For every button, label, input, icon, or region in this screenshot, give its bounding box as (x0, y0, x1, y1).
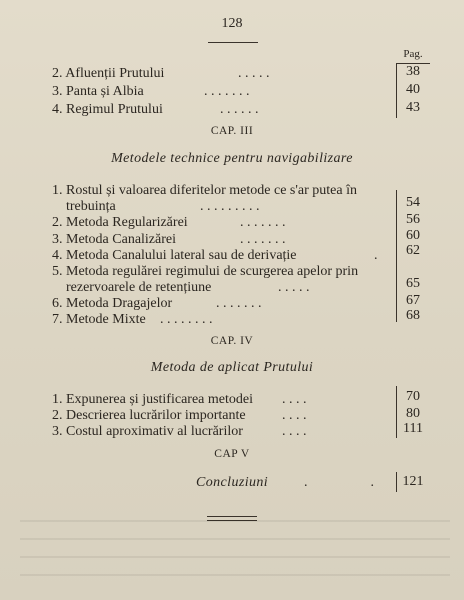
toc-entry-dots: . . . . (282, 392, 307, 407)
toc-entry-text: trebuința (66, 199, 116, 214)
toc-entry-dots: . . . . . . . (240, 215, 286, 230)
chapter-5-title: Concluziuni (196, 475, 269, 490)
toc-entry-text: rezervoarele de retențiune (66, 280, 212, 295)
toc-entry-page: 38 (406, 64, 420, 79)
toc-entry-text: 4. Metoda Canalului lateral sau de derivație (52, 248, 297, 263)
toc-entry-dots: . . . . . . . (216, 296, 262, 311)
toc-entry-dots: . . . . . . . . . (200, 199, 260, 214)
pag-column-header: Pag. (403, 48, 423, 60)
toc-entry-dots: . . . . (282, 424, 307, 439)
toc-entry-dots: . (374, 248, 378, 263)
toc-entry-text: 4. Regimul Prutului (52, 102, 163, 117)
bleed-through-shadow (20, 520, 450, 580)
toc-entry-page: 54 (406, 195, 420, 210)
chapter-4-title: Metoda de aplicat Prutului (150, 360, 314, 375)
toc-entry-page: 80 (406, 406, 420, 421)
toc-entry-page: 65 (406, 276, 420, 291)
toc-entry-page: 67 (406, 293, 420, 308)
page-number: 128 (221, 16, 243, 31)
chapter-5-page: 121 (402, 474, 424, 489)
toc-entry-dots: . . . . (282, 408, 307, 423)
end-rule-top (207, 516, 257, 517)
chapter-4-label: CAP. IV (210, 335, 254, 347)
toc-entry-page: 111 (403, 421, 423, 436)
toc-entry-text: 3. Metoda Canalizărei (52, 232, 177, 247)
toc-entry-text: 1. Expunerea și justificarea metodei (52, 392, 253, 407)
chapter-5-label: CAP V (214, 448, 250, 460)
toc-entry-text: 6. Metoda Dragajelor (52, 296, 173, 311)
toc-entry-page: 40 (406, 82, 420, 97)
toc-entry-dots: . . . . . (278, 280, 310, 295)
toc-entry-page: 60 (406, 228, 420, 243)
toc-entry-text: 5. Metoda regulărei regimului de scurgerea apelor prin (52, 264, 359, 279)
toc-entry-text: 2. Descrierea lucrărilor importante (52, 408, 246, 423)
toc-entry-page: 70 (406, 389, 420, 404)
toc-entry-text: 1. Rostul și valoarea diferitelor metode ce s'ar putea în (52, 183, 357, 198)
toc-entry-dots: . . . . . (238, 66, 270, 81)
toc-entry-text: 2. Afluenții Prutului (52, 66, 165, 81)
chapter-3-title: Metodele technice pentru navigabilizare (111, 151, 353, 166)
toc-entry-dots: . . (304, 475, 374, 490)
chapter-3-label: CAP. III (210, 125, 254, 137)
toc-entry-dots: . . . . . . (220, 102, 259, 117)
toc-entry-page: 68 (406, 308, 420, 323)
toc-entry-page: 43 (406, 100, 420, 115)
toc-entry-page: 62 (406, 243, 420, 258)
toc-entry-page: 56 (406, 212, 420, 227)
toc-entry-text: 7. Metode Mixte (52, 312, 146, 327)
toc-entry-dots: . . . . . . . (240, 232, 286, 247)
toc-entry-text: 3. Costul aproximativ al lucrărilor (52, 424, 243, 439)
page-number-rule (208, 42, 258, 43)
toc-entry-text: 2. Metoda Regularizărei (52, 215, 188, 230)
toc-entry-text: 3. Panta și Albia (52, 84, 144, 99)
toc-entry-dots: . . . . . . . . (160, 312, 213, 327)
toc-entry-dots: . . . . . . . (204, 84, 250, 99)
